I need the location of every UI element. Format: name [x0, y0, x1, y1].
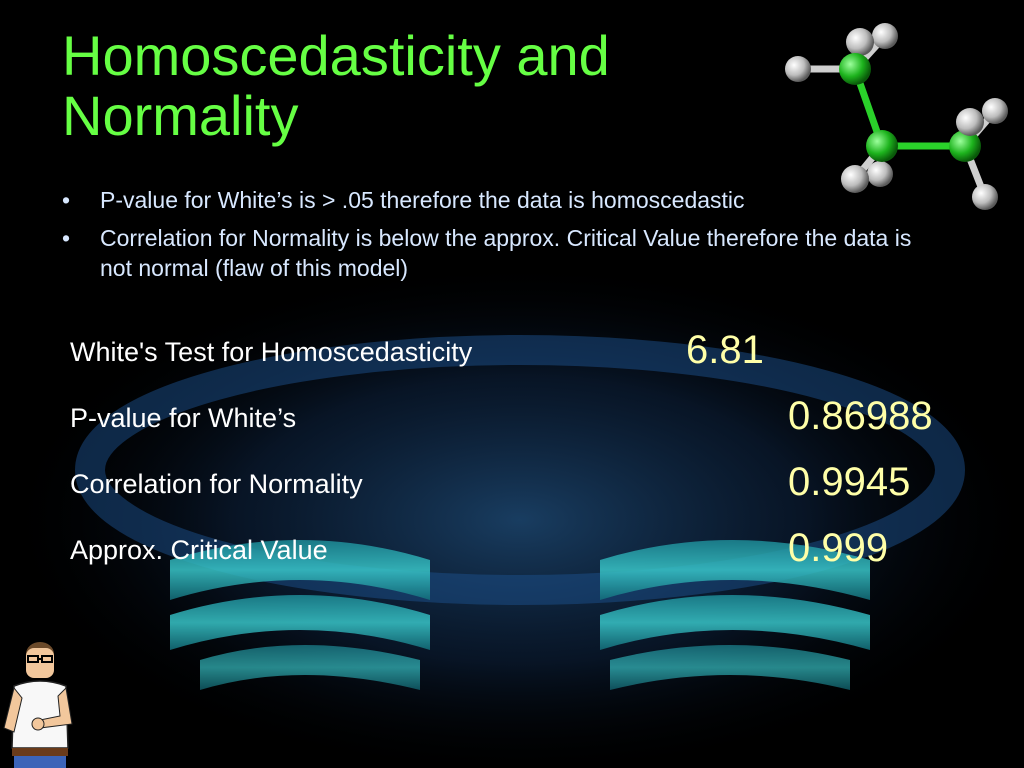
ball-and-stick-molecule-icon [770, 14, 1020, 224]
stat-value-whites-test: 6.81 [686, 328, 764, 372]
stat-label-whites-test: White's Test for Homoscedasticity [70, 337, 473, 367]
stat-value-correlation: 0.9945 [788, 460, 911, 504]
cartoon-man-icon [0, 636, 80, 768]
stat-label-critical-value: Approx. Critical Value [70, 535, 328, 565]
stat-label-p-value: P-value for White’s [70, 403, 297, 433]
bullet-item: • P-value for White’s is > .05 therefore the data is homoscedastic [62, 186, 912, 216]
bullet-item: • Correlation for Normality is below the approx. Critical Value therefore the data is not normal (flaw of this model) [62, 224, 912, 284]
stat-value-critical-value: 0.999 [788, 526, 889, 570]
slide-title: Homoscedasticity and Normality [62, 24, 610, 148]
stat-value-p-value: 0.86988 [788, 394, 933, 438]
stat-label-correlation: Correlation for Normality [70, 469, 363, 499]
